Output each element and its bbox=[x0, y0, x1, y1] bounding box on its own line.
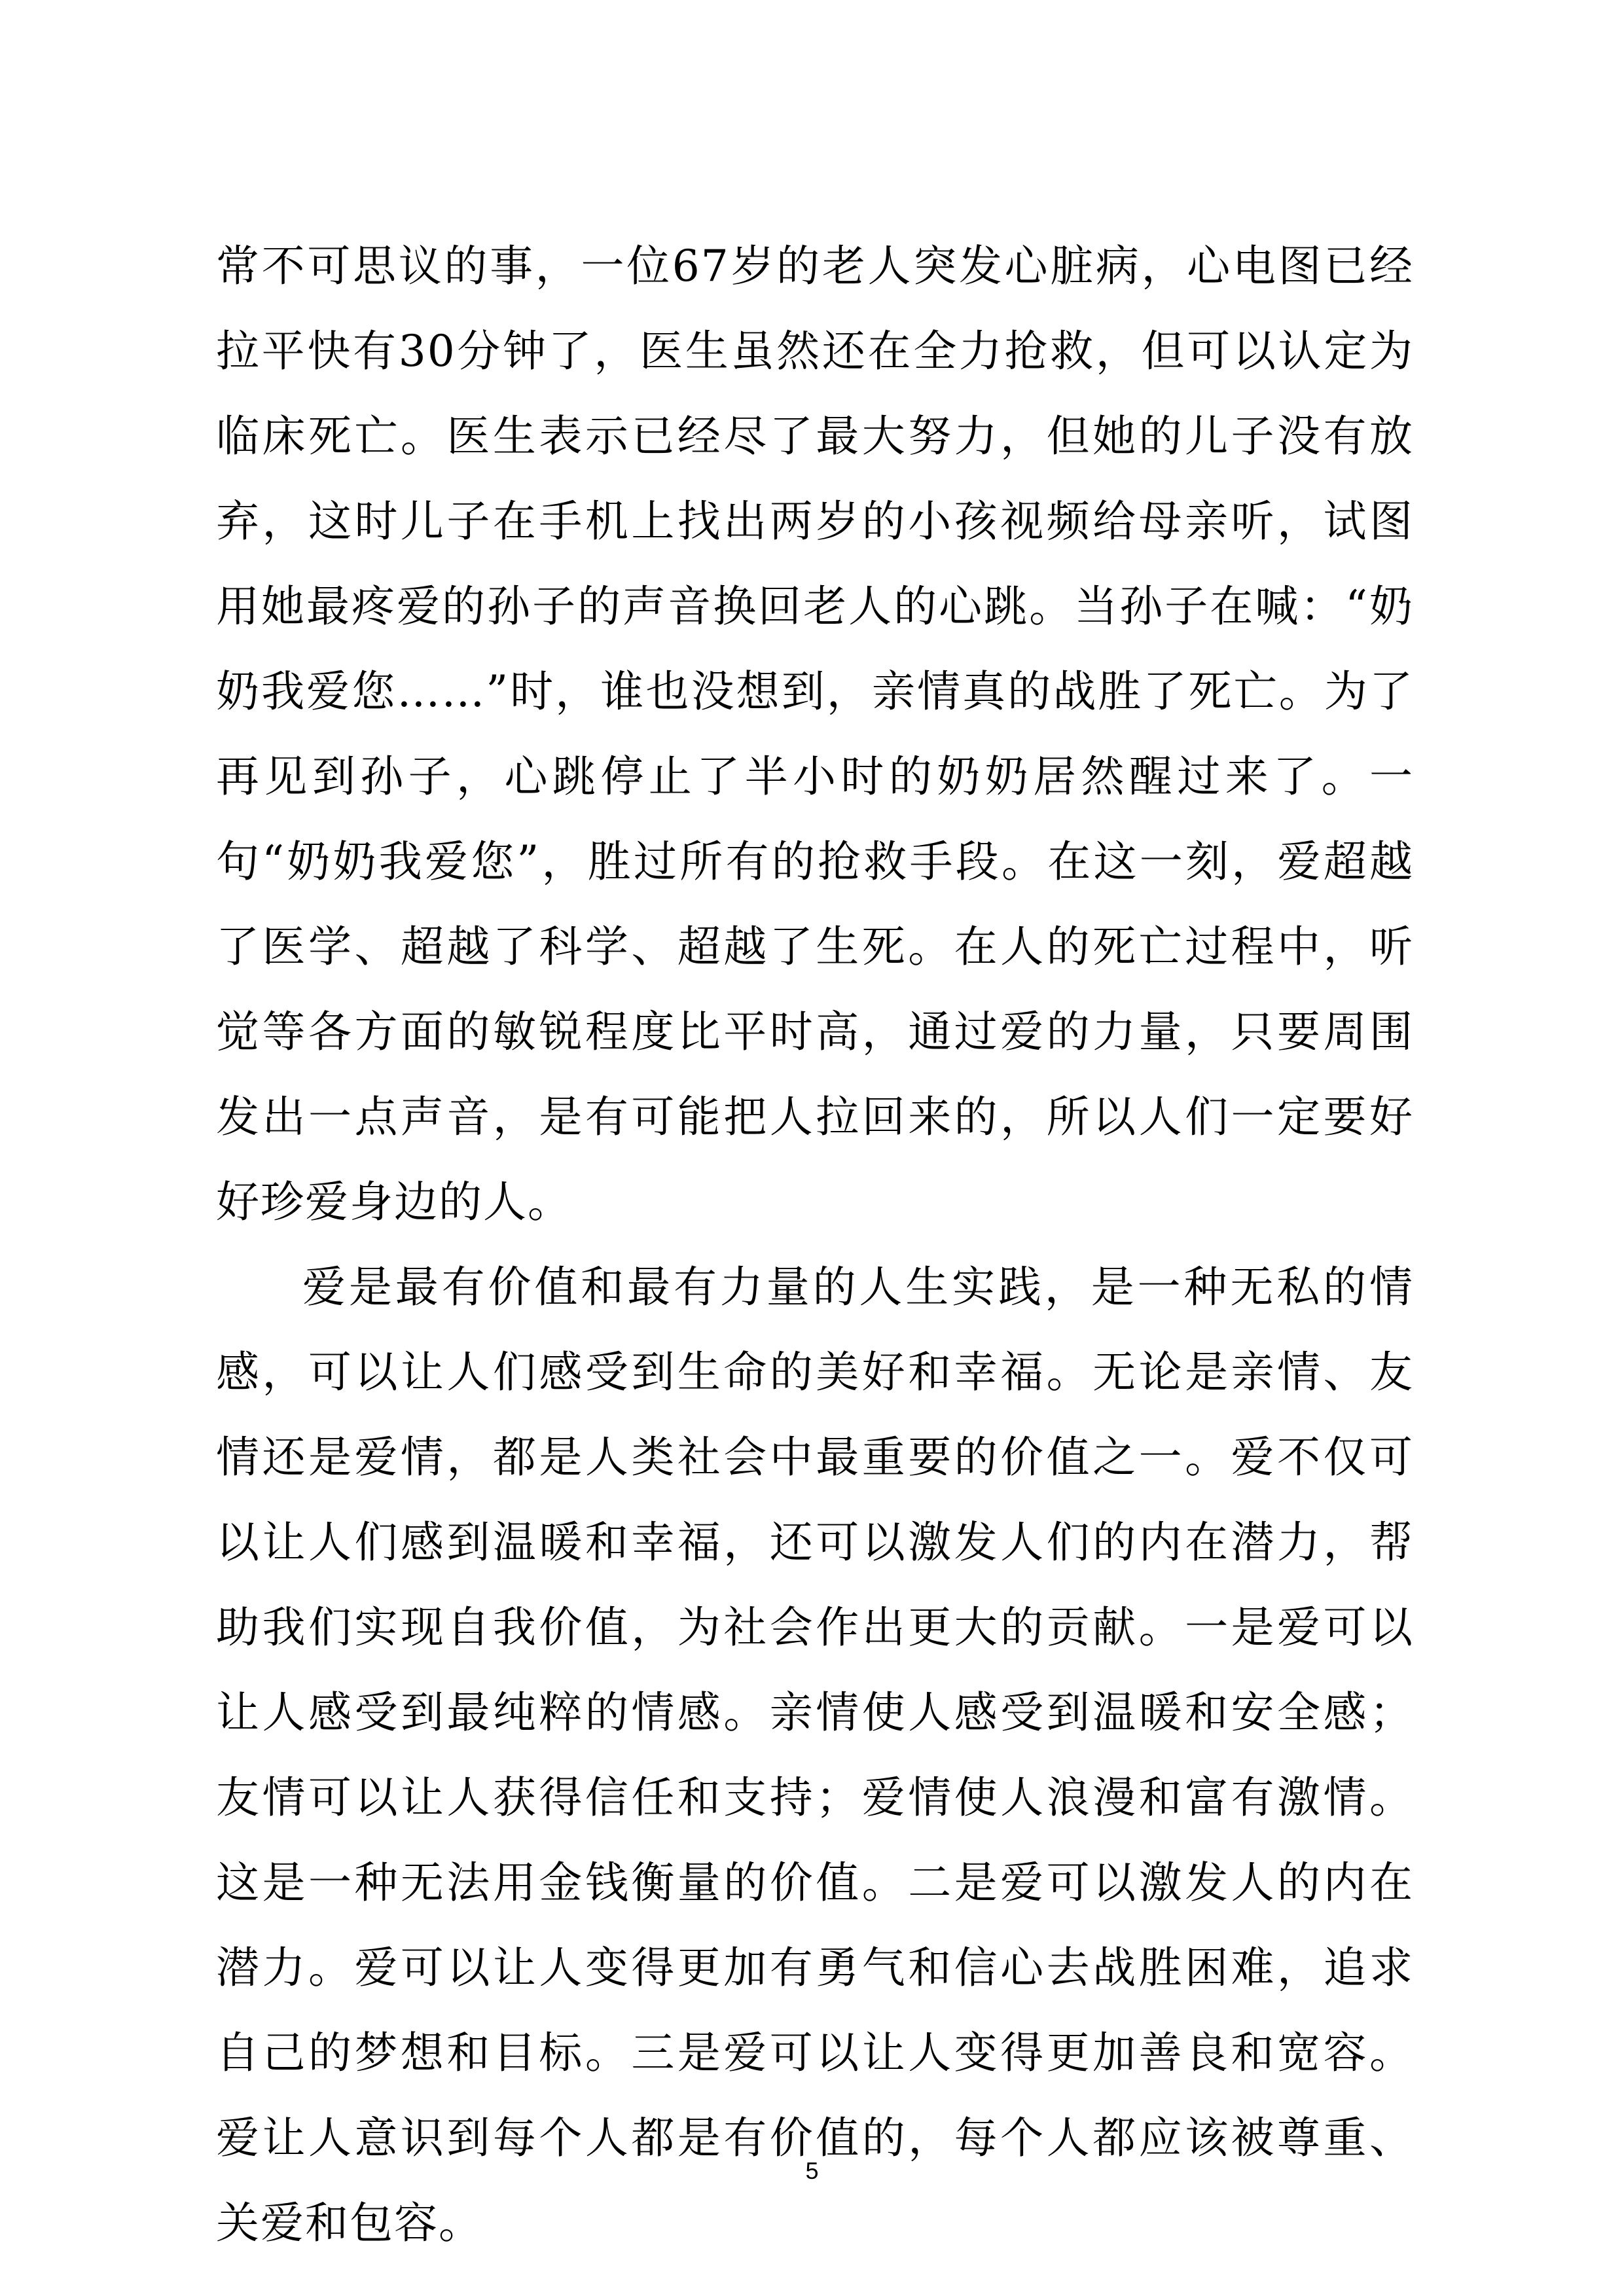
paragraph-love-value: 爱是最有价值和最有力量的人生实践，是一种无私的情感，可以让人们感受到生命的美好和幸福。无论是亲情、友情还是爱情，都是人类社会中最重要的价值之一。爱不仅可以让人们感到温暖和幸福，还可以激发人们的内在潜力，帮助我们实现自我价值，为社会作出更大的贡献。一是爱可以让人感受到最纯粹的情感。亲情使人感受到温暖和安全感；友情可以让人获得信任和支持；爱情使人浪漫和富有激情。这是一种无法用金钱衡量的价值。二是爱可以激发人的内在潜力。爱可以让人变得更加有勇气和信心去战胜困难，追求自己的梦想和目标。三是爱可以让人变得更加善良和宽容。爱让人意识到每个人都是有价值的，每个人都应该被尊重、关爱和包容。 bbox=[216, 1262, 1414, 2248]
paragraph-continued: 常不可思议的事，一位67岁的老人突发心脏病，心电图已经拉平快有30分钟了，医生虽然还在全力抢救，但可以认定为临床死亡。医生表示已经尽了最大努力，但她的儿子没有放弃，这时儿子在手机上找出两岁的小孩视频给母亲听，试图用她最疼爱的孙子的声音换回老人的心跳。当孙子在喊：“奶奶我爱您……”时，谁也没想到，亲情真的战胜了死亡。为了再见到孙子，心跳停止了半小时的奶奶居然醒过来了。一句“奶奶我爱您”，胜过所有的抢救手段。在这一刻，爱超越了医学、超越了科学、超越了生死。在人的死亡过程中，听觉等各方面的敏锐程度比平时高，通过爱的力量，只要周围发出一点声音，是有可能把人拉回来的，所以人们一定要好好珍爱身边的人。 bbox=[216, 241, 1414, 1227]
page-number: 5 bbox=[805, 2157, 819, 2184]
body-text bbox=[216, 224, 1414, 2266]
